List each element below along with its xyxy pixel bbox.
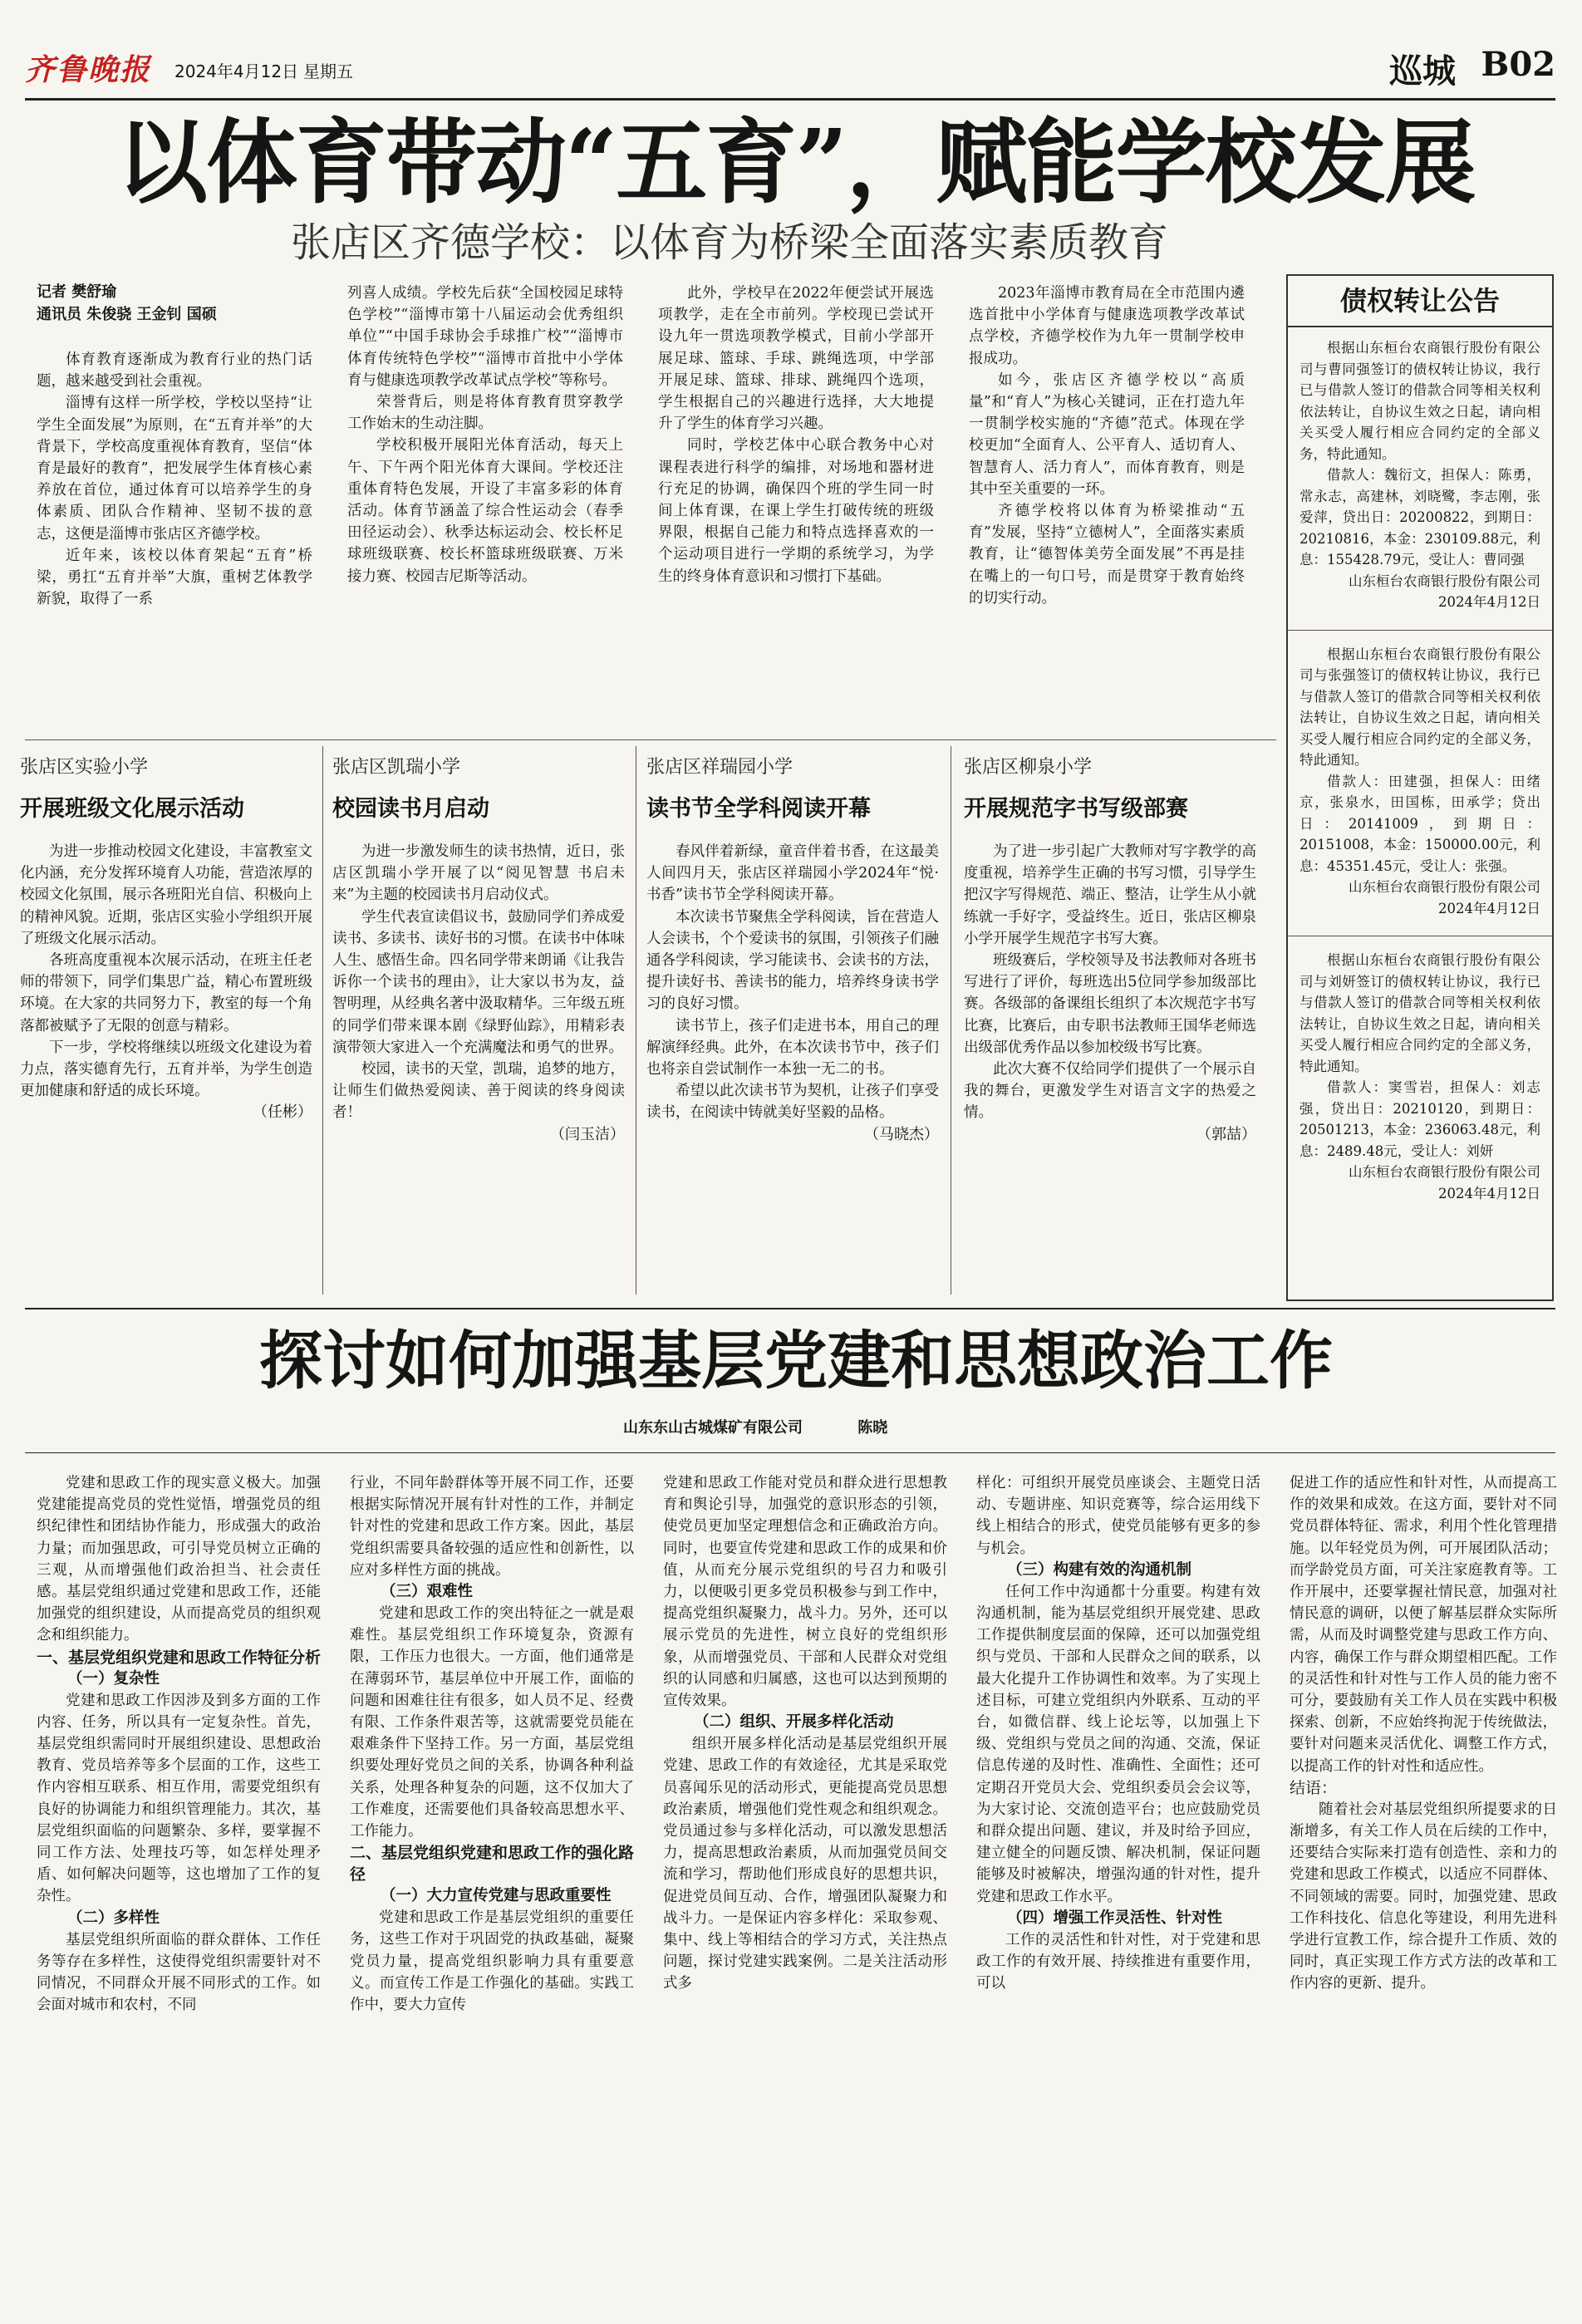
paragraph: 为了进一步引起广大教师对写字教学的高度重视，培养学生正确的书写习惯，引导学生把汉字写得规范、端正、整洁，让学生从小就练就一手好字，受益终生。近日，张店区柳泉小学开展学生规范字书写大赛。 xyxy=(964,843,1256,947)
notice-bank: 山东桓台农商银行股份有限公司 xyxy=(1349,572,1540,589)
paragraph: 行业，不同年龄群体等开展不同工作，还要根据实际情况开展有针对性的工作，并制定针对性的党建和思政工作方案。因此，基层党组织需要具备较强的适应性和创新性，以应对多样性方面的挑战。 xyxy=(350,1475,634,1579)
notice-bank: 山东桓台农商银行股份有限公司 xyxy=(1349,879,1540,895)
paragraph: 同时，学校艺体中心联合教务中心对课程表进行科学的编排，对场地和器材进行充足的协调，确保四个班的学生同一时间上体育课，在课上学生打破传统的班级界限，根据自己能力和特点选择喜欢的一个运动项目进行一学期的系统学习，为学生的终身体育意识和习惯打下基础。 xyxy=(658,437,934,585)
news-sign: （闫玉洁） xyxy=(550,1125,625,1143)
paragraph: 学生代表宣读倡议书，鼓励同学们养成爱读书、多读书、读好书的习惯。在读书中体味人生、感悟生命。四名同学带来朗诵《让我告诉你一个读书的理由》，让大家以书为友，益智明理，从经典名著中汲取精华。三年级五班的同学们带来课本剧《绿野仙踪》，用精彩表演带领大家进入一个充满魔法和勇气的世界。 xyxy=(332,908,625,1056)
subsection-heading: （三）构建有效的沟通机制 xyxy=(1007,1560,1192,1579)
paragraph: 样化：可组织开展党员座谈会、主题党日活动、专题讲座、知识竞赛等，综合运用线下线上相结合的形式，使党员能够有更多的参与机会。 xyxy=(976,1475,1260,1557)
lead-byline xyxy=(37,281,327,326)
subsection-heading: （一）大力宣传党建与思政重要性 xyxy=(381,1887,612,1905)
notice-title: 债权转让公告 xyxy=(1288,276,1552,327)
paragraph: 如今，张店区齐德学校以“高质量”和“育人”为核心关键词，正在打造九年一贯制学校实施的“齐德”范式。体现在学校更加“全面育人、公平育人、适切育人、智慧育人、活力育人”，而体育教育，则是其中至关重要的一环。 xyxy=(969,371,1245,498)
paragraph: 下一步，学校将继续以班级文化建设为着力点，落实德育先行，五育并举，为学生创造更加健康和舒适的成长环境。 xyxy=(20,1039,312,1100)
school-news-2 xyxy=(332,753,625,1146)
school-news-4 xyxy=(964,753,1256,1146)
notice-divider xyxy=(1288,630,1552,631)
byline-reporter: 记者 樊舒瑜 xyxy=(37,283,117,301)
notice-item xyxy=(1300,337,1540,613)
paragraph: 荣誉背后，则是将体育教育贯穿教学工作始末的生动注脚。 xyxy=(347,394,623,433)
school-news-1 xyxy=(20,753,312,1124)
paragraph: 2023年淄博市教育局在全市范围内遴选首批中小学体育与健康选项教学改革试点学校，齐德学校作为九年一贯制学校申报成功。 xyxy=(969,285,1245,367)
news-body xyxy=(964,841,1256,1146)
paragraph: 春风伴着新绿，童音伴着书香，在这最美人间四月天，张店区祥瑞园小学2024年“悦·书香”读书节全学科阅读开幕。 xyxy=(646,843,939,904)
lead-column-3 xyxy=(658,283,934,587)
paragraph: 党建和思政工作因涉及到多方面的工作内容、任务，所以具有一定复杂性。首先，基层党组织需同时开展组织建设、思想政治教育、党员培养等多个层面的工作，这些工作内容相互联系、相互作用，需要党组织有良好的协调能力和组织管理能力。其次，基层党组织面临的问题繁杂、多样，要掌握不同工作方法、处理技巧等，如怎样处理矛盾、如何解决问题等，这也增加了工作的复杂性。 xyxy=(37,1692,321,1905)
essay-column-5 xyxy=(1290,1472,1557,1995)
paragraph: 学校积极开展阳光体育活动，每天上午、下午两个阳光体育大课间。学校还注重体育特色发展，开设了丰富多彩的体育活动。体育节涵盖了综合性运动会（春季田径运动会）、秋季达标运动会、校长杯足球班级联赛、校长杯篮球班级联赛、万米接力赛、校园吉尼斯等活动。 xyxy=(347,437,623,585)
essay-column-3 xyxy=(663,1472,947,1995)
paragraph: 为进一步推动校园文化建设，丰富教室文化内涵，充分发挥环境育人功能，营造浓厚的校园文化氛围，展示各班阳光自信、积极向上的精神风貌。近期，张店区实验小学组织开展了班级文化展示活动。 xyxy=(20,843,312,947)
notice-body: 根据山东桓台农商银行股份有限公司与曹同强签订的债权转让协议，我行已与借款人签订的借款合同等相关权利依法转让，自协议生效之日起，请向相关买受人履行相应合同约定的全部义务，特此通知。 xyxy=(1300,340,1540,462)
conclusion-label: 结语： xyxy=(1290,1778,1338,1797)
notice-body: 根据山东桓台农商银行股份有限公司与张强签订的债权转让协议，我行已与借款人签订的借款合同等相关权利依法转让，自协议生效之日起，请向相关买受人履行相应合同约定的全部义务，特此通知。 xyxy=(1300,646,1540,768)
notice-date: 2024年4月12日 xyxy=(1438,594,1540,610)
news-title: 开展规范字书写级部赛 xyxy=(964,796,1188,822)
notice-item xyxy=(1300,950,1540,1204)
masthead xyxy=(25,40,1555,98)
news-title: 读书节全学科阅读开幕 xyxy=(646,796,871,822)
section-heading: 一、基层党组织党建和思政工作特征分析 xyxy=(37,1648,322,1667)
subsection-heading: （二）多样性 xyxy=(67,1909,160,1927)
subsection-heading: （二）组织、开展多样化活动 xyxy=(694,1713,894,1732)
paragraph: 齐德学校将以体育为桥梁推动“五育”发展，坚持“立德树人”，全面落实素质教育，让“德智体美劳全面发展”不再是挂在嘴上的一句口号，而是贯穿于教育始终的切实行动。 xyxy=(969,503,1245,607)
notice-body: 根据山东桓台农商银行股份有限公司与刘妍签订的债权转让协议，我行已与借款人签订的借款合同等相关权利依法转让，自协议生效之日起，请向相关买受人履行相应合同约定的全部义务，特此通知。 xyxy=(1300,952,1540,1074)
notice-detail: 借款人：田建强，担保人：田绪京，张泉水，田国栋，田承学；贷出日：20141009，到期日：20151008，本金：150000.00元，利息：45351.45元，受让人：张强。 xyxy=(1300,773,1540,874)
notice-date: 2024年4月12日 xyxy=(1438,900,1540,916)
issue-weekday: 星期五 xyxy=(303,61,353,81)
masthead-rule xyxy=(25,98,1555,101)
essay-column-1 xyxy=(37,1472,321,2016)
paragraph: 本次读书节聚焦全学科阅读，旨在营造人人会读书，个个爱读书的氛围，引领孩子们融通各学科阅读，学习能读书、会读书的方法，提升读好书、善读书的能力，培养终身读书学习的良好习惯。 xyxy=(646,908,939,1013)
lead-subhead: 张店区齐德学校：以体育为桥梁全面落实素质教育 xyxy=(291,219,1169,266)
school-name: 张店区柳泉小学 xyxy=(964,757,1093,778)
paragraph: 希望以此次读书节为契机，让孩子们享受读书，在阅读中铸就美好坚毅的品格。 xyxy=(646,1083,939,1122)
paragraph: 组织开展多样化活动是基层党组织开展党建、思政工作的有效途径，尤其是采取党员喜闻乐见的活动形式，更能提高党员思想政治素质，增强他们党性观念和组织观念。党员通过参与多样化活动，可以激发思想活力，提高思想政治素质，从而加强党员间交流和学习，帮助他们形成良好的思想共识，促进党员间互动、合作，增强团队凝聚力和战斗力。一是保证内容多样化：采取参观、集中、线上等相结合的学习方式，关注热点问题，探讨党建实践案例。二是关注活动形式多 xyxy=(663,1736,947,1992)
essay-author: 陈晓 xyxy=(857,1419,888,1437)
paragraph: 随着社会对基层党组织所提要求的日渐增多，有关工作人员在后续的工作中，还要结合实际来打造有创造性、亲和力的党建和思政工作模式，以适应不同群体、不同领域的需要。同时，加强党建、思政工作科技化、信息化等建设，利用先进科学进行宣教工作，综合提升工作质、效的同时，真正实现工作方式方法的改革和工作内容的更新、提升。 xyxy=(1290,1801,1557,1992)
news-sign: （马晓杰） xyxy=(864,1125,939,1143)
paragraph: 近年来，该校以体育架起“五育”桥梁，勇扛“五育并举”大旗，重树艺体教学新貌，取得了一系 xyxy=(37,547,312,608)
news-sign: （郭喆） xyxy=(1196,1125,1256,1143)
issue-date: 2024年4月12日 xyxy=(174,61,299,81)
notice-detail: 借款人：窦雪岩，担保人：刘志强，贷出日：20210120，到期日：20501213，本金：236063.48元，利息：2489.48元，受让人：刘妍 xyxy=(1300,1079,1540,1159)
subsection-heading: （一）复杂性 xyxy=(67,1669,160,1688)
paragraph: 工作的灵活性和针对性，对于党建和思政工作的有效开展、持续推进有重要作用，可以 xyxy=(976,1931,1260,1992)
news-title: 校园读书月启动 xyxy=(332,796,489,822)
essay-org: 山东东山古城煤矿有限公司 xyxy=(623,1419,803,1437)
paragraph: 党建和思政工作能对党员和群众进行思想教育和舆论引导，加强党的意识形态的引领，使党员更加坚定理想信念和正确政治方向。同时，也要宣传党建和思政工作的成果和价值，从而充分展示党组织的号召力和吸引力，以便吸引更多党员积极参与到工作中，提高党组织凝聚力，战斗力。另外，还可以展示党员的先进性，树立良好的党组织形象，从而增强党员、干部和人民群众对党组织的认同感和归属感，这也可以达到预期的宣传效果。 xyxy=(663,1475,947,1710)
notice-date: 2024年4月12日 xyxy=(1438,1185,1540,1201)
news-body xyxy=(332,841,625,1146)
school-name: 张店区实验小学 xyxy=(20,757,149,778)
essay-author-line xyxy=(623,1416,887,1437)
paragraph: 列喜人成绩。学校先后获“全国校园足球特色学校”“淄博市第十八届运动会优秀组织单位”“中国手球协会手球推广校”“淄博市体育传统特色学校”“淄博市首批中小学体育与健康选项教学改革试点学校”等称号。 xyxy=(347,285,623,389)
paragraph: 基层党组织所面临的群众群体、工作任务等存在多样性，这使得党组织需要针对不同情况，不同群众开展不同形式的工作。如会面对城市和农村，不同 xyxy=(37,1931,321,2014)
essay-sub-rule xyxy=(25,1452,1555,1453)
notice-item xyxy=(1300,644,1540,920)
essay-column-2 xyxy=(350,1472,634,2016)
notice-bank: 山东桓台农商银行股份有限公司 xyxy=(1349,1164,1540,1180)
paragraph: 此次大赛不仅给同学们提供了一个展示自我的舞台，更激发学生对语言文字的热爱之情。 xyxy=(964,1061,1256,1122)
essay-headline: 探讨如何加强基层党建和思想政治工作 xyxy=(259,1324,1333,1398)
byline-correspondents: 通讯员 朱俊骁 王金钊 国硕 xyxy=(37,306,217,323)
page-number: B02 xyxy=(1481,45,1555,84)
paragraph: 党建和思政工作的突出特征之一就是艰难性。基层党组织工作环境复杂，资源有限，工作压力也很大。一方面，他们通常是在薄弱环节，基层单位中开展工作，面临的问题和困难往往有很多，如人员不足、经费有限、工作条件艰苦等，这就需要党员能在艰难条件下坚持工作。另一方面，基层党组织要处理好党员之间的关系，协调各种利益关系，处理各种复杂的问题，这不仅加大了工作难度，还需要他们具备较高思想水平、工作能力。 xyxy=(350,1605,634,1840)
subsection-heading: （四）增强工作灵活性、针对性 xyxy=(1007,1909,1223,1927)
paragraph: 读书节上，孩子们走进书本，用自己的理解演绎经典。此外，在本次读书节中，孩子们也将亲自尝试制作一本独一无二的书。 xyxy=(646,1017,939,1078)
column-divider xyxy=(322,746,323,1295)
paragraph: 为进一步激发师生的读书热情，近日，张店区凯瑞小学开展了以“阅见智慧 书启未来”为主题的校园读书月启动仪式。 xyxy=(332,843,625,904)
school-name: 张店区凯瑞小学 xyxy=(332,757,461,778)
section-heading: 二、基层党组织党建和思政工作的强化路径 xyxy=(350,1844,635,1884)
paragraph: 淄博有这样一所学校，学校以坚持“让学生全面发展”为原则，在“五育并举”的大背景下，学校高度重视体育教育，坚信“体育是最好的教育”，把发展学生体育核心素养放在首位，通过体育可以培养学生的身体素质、团队合作精神、坚韧不拔的意志，这便是淄博市张店区齐德学校。 xyxy=(37,395,312,543)
news-body xyxy=(20,841,312,1124)
news-sign: （任彬） xyxy=(253,1103,312,1122)
paper-logo: 齐鲁晚报 xyxy=(25,52,152,87)
paragraph: 此外，学校早在2022年便尝试开展选项教学，走在全市前列。学校现已尝试开设九年一贯选项教学模式，目前小学部开展足球、篮球、手球、跳绳选项，中学部开展足球、篮球、排球、跳绳四个选项，学生根据自己的兴趣进行选择，大大地提升了学生的体育学习兴趣。 xyxy=(658,285,934,433)
school-news-3 xyxy=(646,753,939,1146)
lead-headline: 以体育带动“五育”，赋能学校发展 xyxy=(116,109,1475,216)
paragraph: 促进工作的适应性和针对性，从而提高工作的效果和成效。在这方面，要针对不同党员群体特征、需求，利用个性化管理措施。以年轻党员为例，可开展团队活动；而学龄党员方面，可关注家庭教育等。工作开展中，还要掌握社情民意，加强对社情民意的调研，以便了解基层群众实际所需，从而及时调整党建与思政工作方向、内容，确保工作与群众期望相匹配。工作的灵活性和针对性与工作人员的能力密不可分，要鼓励有关工作人员在实践中积极探索、创新，不应始终拘泥于传统做法，要针对问题来灵活优化、调整工作方式，以提高工作的针对性和适应性。 xyxy=(1290,1475,1557,1775)
lead-bottom-rule xyxy=(25,739,1276,740)
paragraph: 任何工作中沟通都十分重要。构建有效沟通机制，能为基层党组织开展党建、思政工作提供制度层面的保障，还可以加强党组织与党员、干部和人民群众之间的联系，以最大化提升工作协调性和效率。为了实现上述目标，可建立党组织内外联系、互动的平台，如微信群、线上论坛等，以加强上下级、党组织与党员之间的沟通、交流，保证信息传递的及时性、准确性、全面性；还可定期召开党员大会、党组织委员会会议等，为大家讨论、交流创造平台；也应鼓励党员和群众提出问题、建议，并及时给予回应，建立健全的问题反馈、解决机制，保证问题能够及时被解决，增强沟通的针对性，提升党建和思政工作水平。 xyxy=(976,1583,1260,1905)
paragraph: 体育教育逐渐成为教育行业的热门话题，越来越受到社会重视。 xyxy=(37,351,312,391)
notice-box xyxy=(1286,274,1554,1301)
subsection-heading: （三）艰难性 xyxy=(381,1583,474,1601)
paragraph: 党建和思政工作的现实意义极大。加强党建能提高党员的党性觉悟，增强党员的组织纪律性和团结协作能力，形成强大的政治力量；而加强思政，可引导党员树立正确的三观，从而增强他们政治担当、社会责任感。基层党组织通过党建和思政工作，还能加强党的组织建设，从而提高党员的组织观念和组织能力。 xyxy=(37,1475,321,1644)
paragraph: 校园，读书的天堂，凯瑞，追梦的地方，让师生们做热爱阅读、善于阅读的终身阅读者！ xyxy=(332,1061,625,1122)
paragraph: 各班高度重视本次展示活动，在班主任老师的带领下，同学们集思广益，精心布置班级环境。在大家的共同努力下，教室的每一个角落都被赋予了无限的创意与精彩。 xyxy=(20,952,312,1034)
section-name: 巡城 xyxy=(1389,52,1456,91)
news-title: 开展班级文化展示活动 xyxy=(20,796,244,822)
lead-column-4 xyxy=(969,283,1245,609)
school-name: 张店区祥瑞园小学 xyxy=(646,757,793,778)
lead-column-2 xyxy=(347,283,623,587)
news-body xyxy=(646,841,939,1146)
paragraph: 党建和思政工作是基层党组织的重要任务，这些工作对于巩固党的执政基础，凝聚党员力量，提高党组织影响力具有重要意义。而宣传工作是工作强化的基础。实践工作中，要大力宣传 xyxy=(350,1909,634,2014)
paragraph: 班级赛后，学校领导及书法教师对各班书写进行了评价，每班选出5位同学参加级部比赛。各级部的备课组长组织了本次规范字书写比赛，比赛后，由专职书法教师王国华老师选出级部优秀作品以参加校级书写比赛。 xyxy=(964,952,1256,1056)
essay-column-4 xyxy=(976,1472,1260,1994)
essay-top-rule xyxy=(25,1308,1555,1309)
notice-detail: 借款人：魏衍文，担保人：陈勇，常永志，高建林，刘晓鹭，李志刚，张爱萍，贷出日：20200822，到期日：20210816，本金：230109.88元，利息：155428.79元，受让人：曹同强 xyxy=(1300,467,1540,567)
lead-column-1 xyxy=(37,349,312,610)
